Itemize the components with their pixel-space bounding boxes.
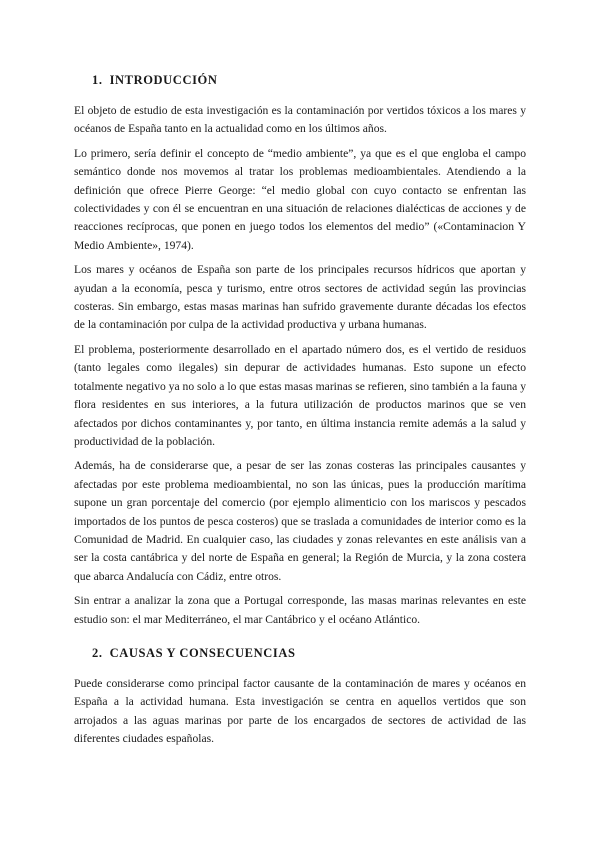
- paragraph: Los mares y océanos de España son parte de los principales recursos hídricos que aportan y ayudan a la economía, pesca y turismo, entre otros sectores de actividad según las provincias costeras. Sin embargo, estas masas marinas han sufrido gravemente durante décadas los efectos de la contaminación por culpa de la actividad productiva y urbana humanas.: [74, 263, 526, 332]
- paragraph: Sin entrar a analizar la zona que a Portugal corresponde, las masas marinas relevantes en este estudio son: el mar Mediterráneo, el mar Cantábrico y el océano Atlántico.: [74, 594, 526, 626]
- paragraph: Lo primero, sería definir el concepto de “medio ambiente”, ya que es el que engloba el campo semántico donde nos movemos al tratar los problemas medioambientales. Atendiendo a la definición que ofrece Pierre George: “el medio global con cuyo contacto se enfrentan las colectividades y con él se encuentran en una situación de relaciones dialécticas de acciones y de reacciones recíprocas, que ponen en juego todos los elementos del medio” («Contaminacion Y Medio Ambiente», 1974).: [74, 146, 526, 252]
- section-title: INTRODUCCIÓN: [109, 73, 218, 87]
- paragraph: El objeto de estudio de esta investigación es la contaminación por vertidos tóxicos a los mares y océanos de España tanto en la actualidad como en los últimos años.: [74, 104, 526, 136]
- section-heading-causas: [92, 645, 526, 661]
- paragraph: El problema, posteriormente desarrollado en el apartado número dos, es el vertido de residuos (tanto legales como ilegales) sin depurar de actividades humanas. Esto supone un efecto totalmente negativo ya no solo a lo que estas masas marinas se refieren, sino también a la fauna y flora residentes en sus interiores, a la futura utilización de productos marinos que se ven afectados por dichos contaminantes y, por tanto, en última instancia remite además a la salud y productividad de la población.: [74, 342, 526, 448]
- section-title: CAUSAS Y CONSECUENCIAS: [109, 645, 296, 660]
- section-heading-introduccion: [92, 72, 526, 88]
- section-number: 2.: [92, 645, 103, 660]
- paragraph: Además, ha de considerarse que, a pesar de ser las zonas costeras las principales causantes y afectadas por este problema medioambiental, no son las únicas, pues la producción marítima supone un gran porcentaje del comercio (por ejemplo alimenticio con los mariscos y pescados importados de los puntos de pesca costeros) que se traslada a comunidades de interior como es la Comunidad de Madrid. En cualquier caso, las ciudades y zonas relevantes en este análisis van a ser la costa cantábrica y del norte de España en general; la Región de Murcia, y la zona costera que abarca Andalucía con Cádiz, entre otros.: [74, 459, 526, 583]
- section-number: 1.: [92, 73, 103, 87]
- document-page: [74, 72, 526, 755]
- paragraph: Puede considerarse como principal factor causante de la contaminación de mares y océanos en España a la actividad humana. Esta investigación se centra en aquellos vertidos que son arrojados a las aguas marinas por parte de los encargados de sectores de actividad de las diferentes ciudades españolas.: [74, 676, 526, 746]
